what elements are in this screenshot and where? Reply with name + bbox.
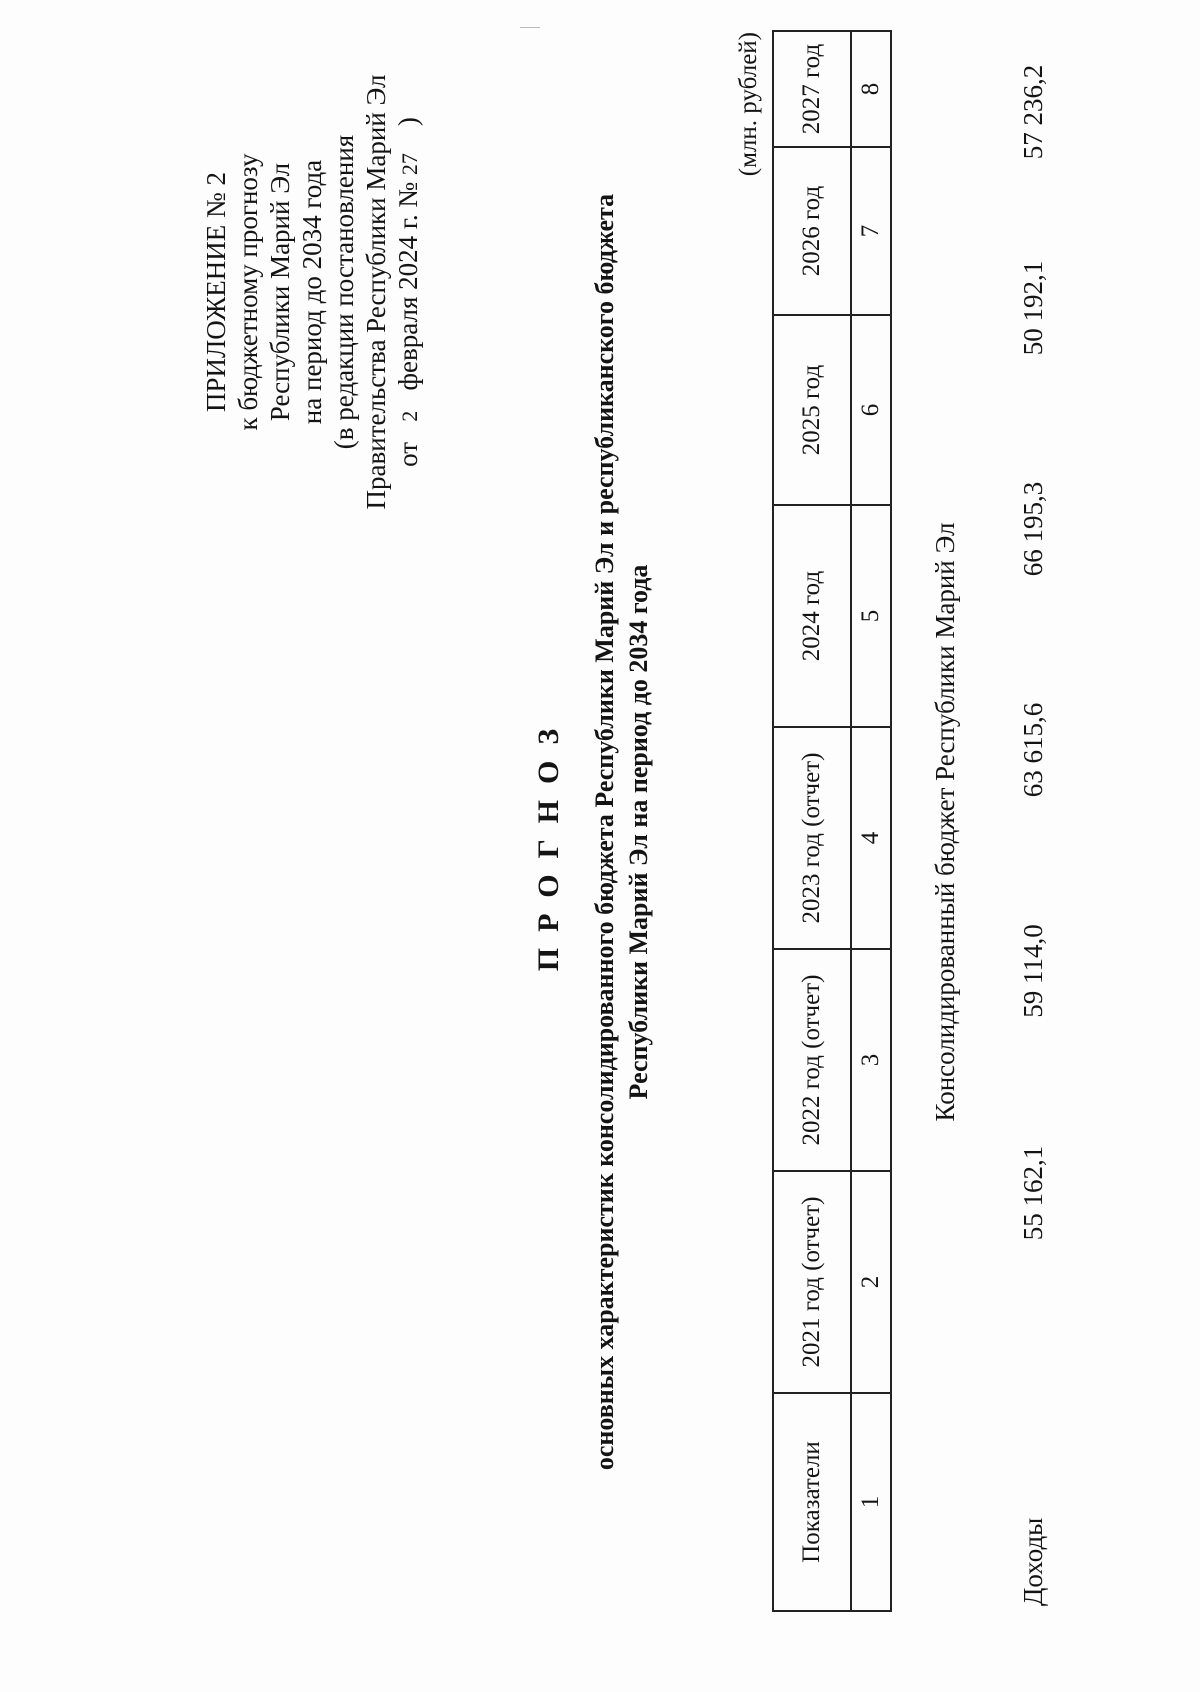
document-subtitle [588, 52, 656, 1612]
appendix-date-line [392, 12, 426, 572]
appendix-line: к бюджетному прогнозу [233, 153, 263, 431]
row-value: 63 615,6 [1018, 702, 1048, 798]
column-number-row [851, 31, 891, 1611]
row-label: Доходы [1018, 1517, 1048, 1606]
column-number: 1 [851, 1393, 891, 1611]
row-value [1018, 0, 1049, 32]
row-value: 50 192,1 [1018, 260, 1048, 356]
header-cell: 2022 год (отчет) [773, 949, 851, 1171]
row-value: 55 162,1 [1018, 1145, 1048, 1241]
appendix-line: Республики Марий Эл [265, 162, 295, 422]
row-value: 57 236,2 [1018, 64, 1048, 160]
date-prefix: от [393, 441, 423, 467]
date-day-handwritten: 2 [397, 410, 422, 422]
subtitle-line: Республики Марий Эл на период до 2034 года [624, 564, 653, 1100]
column-number: 3 [851, 949, 891, 1171]
section-title: Консолидированный бюджет Республики Марий Эл [930, 522, 960, 1122]
header-row [773, 31, 851, 1611]
column-number: 6 [851, 315, 891, 505]
column-number: 7 [851, 147, 891, 315]
document-title: ПРОГНОЗ [532, 712, 565, 972]
scan-mark [520, 27, 540, 28]
appendix-block [200, 12, 426, 572]
row-value: 66 195,3 [1018, 481, 1048, 577]
column-number: 5 [851, 505, 891, 727]
appendix-line: (в редакции постановления [329, 134, 359, 450]
header-cell: 2027 год [773, 31, 851, 147]
header-cell: 2023 год (отчет) [773, 727, 851, 949]
table-row [1018, 32, 1058, 1612]
header-cell: 2021 год (отчет) [773, 1171, 851, 1393]
header-cell: Показатели [773, 1393, 851, 1611]
forecast-table-header [772, 30, 892, 1612]
row-value: 59 114,0 [1018, 924, 1048, 1018]
column-number: 2 [851, 1171, 891, 1393]
header-cell: 2024 год [773, 505, 851, 727]
header-cell: 2025 год [773, 315, 851, 505]
column-number: 4 [851, 727, 891, 949]
appendix-line: на период до 2034 года [297, 159, 327, 425]
appendix-line: ПРИЛОЖЕНИЕ № 2 [201, 171, 231, 413]
date-suffix: ) [393, 117, 423, 127]
date-middle: февраля 2024 г. № [393, 181, 423, 391]
header-cell: 2026 год [773, 147, 851, 315]
appendix-line: Правительства Республики Марий Эл [361, 74, 391, 510]
subtitle-line: основных характеристик консолидированного бюджета Республики Марий Эл и республиканского бюджета [590, 193, 619, 1471]
column-number: 8 [851, 31, 891, 147]
doc-number-handwritten: 27 [397, 153, 422, 176]
units-label: (млн. рублей) [735, 32, 762, 177]
